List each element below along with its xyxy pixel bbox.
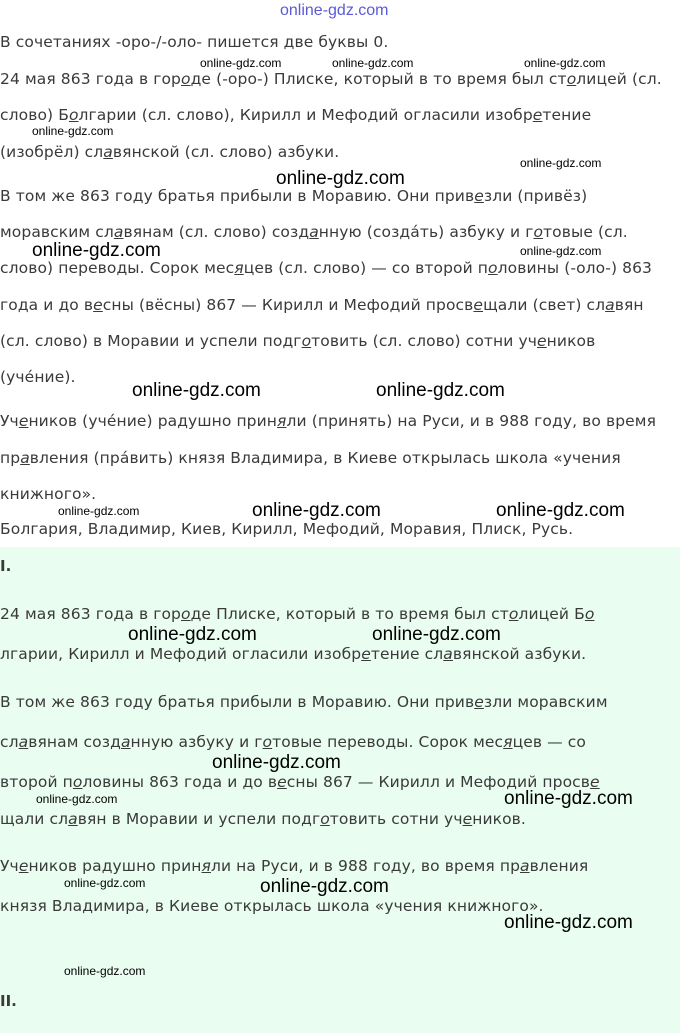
answer-line	[0, 897, 544, 915]
text-run: лгарии, Кирилл и Мефодий огласили изобр	[0, 645, 362, 663]
text-run: (изобрёл) сл	[0, 143, 104, 161]
text-run: зли (привёз)	[483, 187, 588, 205]
exercise-line	[0, 368, 76, 386]
exercise-line	[0, 70, 662, 88]
text-run: вления	[529, 857, 589, 875]
watermark: online-gdz.com	[36, 792, 118, 806]
answer-line	[0, 693, 608, 711]
watermark: online-gdz.com	[332, 56, 414, 70]
watermark: online-gdz.com	[252, 500, 381, 521]
highlighted-letter: е	[590, 773, 600, 791]
watermark: online-gdz.com	[276, 168, 405, 189]
answer-line	[0, 733, 586, 751]
highlighted-letter: я	[503, 733, 513, 751]
text-run: нную азбуку и г	[130, 733, 263, 751]
text-run: лицей Б	[518, 605, 585, 623]
highlighted-letter: о	[301, 332, 312, 350]
answer-line	[0, 645, 586, 663]
highlighted-letter: а	[520, 857, 530, 875]
text-run: товить (сл. слово) сотни уч	[311, 332, 538, 350]
highlighted-letter: а	[18, 733, 29, 751]
watermark: online-gdz.com	[520, 156, 602, 170]
text-run: князя Владимира, в Киеве открылась школа «учения книжного».	[0, 897, 544, 915]
text-run: зли моравским	[483, 693, 608, 711]
highlighted-letter: я	[234, 259, 244, 277]
highlighted-letter: а	[605, 296, 615, 314]
watermark: online-gdz.com	[64, 876, 146, 890]
watermark: online-gdz.com	[32, 240, 161, 261]
highlighted-letter: е	[277, 773, 287, 791]
highlighted-letter: о	[533, 223, 544, 241]
text-run: лгарии (сл. слово), Кирилл и Мефодий огласили изобр	[78, 106, 533, 124]
watermark: online-gdz.com	[520, 244, 602, 258]
highlighted-letter: е	[93, 296, 103, 314]
text-run: вянской азбуки.	[452, 645, 587, 663]
text-run: второй п	[0, 773, 73, 791]
text-run: вян	[614, 296, 644, 314]
highlighted-letter: е	[361, 645, 371, 663]
text-run: сл	[0, 733, 19, 751]
exercise-line	[0, 33, 388, 51]
watermark: online-gdz.com	[372, 624, 501, 645]
text-run: слово) Б	[0, 106, 69, 124]
exercise-line	[0, 143, 339, 161]
text-run: (сл. слово) в Моравии и успели подг	[0, 332, 302, 350]
text-run: вянам (сл. слово) созд	[123, 223, 310, 241]
highlighted-letter: о	[72, 773, 83, 791]
text-run: Болгария, Владимир, Киев, Кирилл, Мефодий, Моравия, Плиск, Русь.	[0, 520, 574, 538]
exercise-line	[0, 520, 573, 538]
highlighted-letter: е	[474, 693, 484, 711]
highlighted-letter: о	[508, 605, 519, 623]
text-run: ников радушно прин	[28, 857, 202, 875]
highlighted-letter: а	[103, 143, 113, 161]
text-run: слово) переводы. Сорок мес	[0, 259, 235, 277]
text-run: В том же 863 году братья прибыли в Моравию. Они прив	[0, 693, 475, 711]
highlighted-letter: о	[181, 605, 191, 623]
text-run: вян в Моравии и успели подг	[77, 810, 321, 828]
highlighted-letter: е	[532, 106, 543, 124]
text-run: тение	[542, 106, 592, 124]
watermark: online-gdz.com	[132, 380, 261, 401]
exercise-line	[0, 296, 644, 314]
text-run: де Плиске, который в то время был ст	[190, 605, 509, 623]
highlighted-letter: а	[20, 449, 30, 467]
text-run: 24 мая 863 года в гор	[0, 605, 182, 623]
text-run: В сочетаниях -оро-/-оло- пишется две буквы 0.	[0, 33, 389, 51]
text-run: Уч	[0, 857, 19, 875]
watermark: online-gdz.com	[212, 752, 341, 773]
highlighted-letter: о	[320, 810, 330, 828]
text-run: сны (вёсны) 867 — Кирилл и Мефодий просв	[102, 296, 474, 314]
text-run: ников.	[472, 810, 526, 828]
watermark: online-gdz.com	[504, 788, 633, 809]
highlighted-letter: о	[68, 106, 79, 124]
exercise-line	[0, 223, 628, 241]
highlighted-letter: е	[18, 857, 29, 875]
highlighted-letter: е	[18, 412, 29, 430]
highlighted-letter: е	[474, 187, 484, 205]
highlighted-letter: о	[262, 733, 273, 751]
highlighted-letter: а	[309, 223, 319, 241]
section-one-label: I.	[0, 557, 12, 575]
exercise-line	[0, 332, 595, 350]
highlighted-letter: е	[537, 332, 547, 350]
text-run: ли на Руси, и в 988 году, во время пр	[210, 857, 521, 875]
text-run: ников	[546, 332, 596, 350]
watermark: online-gdz.com	[260, 876, 389, 897]
text-run: книжного».	[0, 485, 97, 503]
text-run: вления (прáвить) князя Владимира, в Киеве открылась школа «учения	[29, 449, 621, 467]
text-run: ников (учéние) радушно прин	[28, 412, 278, 430]
text-run: тение сл	[370, 645, 444, 663]
watermark: online-gdz.com	[32, 124, 114, 138]
highlighted-letter: я	[201, 857, 211, 875]
highlighted-letter: а	[68, 810, 78, 828]
text-run: нную (создáть) азбуку и г	[318, 223, 534, 241]
text-run: цев (сл. слово) — со второй п	[243, 259, 489, 277]
watermark: online-gdz.com	[376, 380, 505, 401]
text-run: моравским сл	[0, 223, 114, 241]
text-run: лицей (сл.	[576, 70, 662, 88]
site-watermark-top: online-gdz.com	[280, 2, 389, 19]
exercise-line	[0, 485, 96, 503]
answer-line	[0, 810, 526, 828]
highlighted-letter: е	[473, 296, 484, 314]
text-run: ловины (-оло-) 863	[497, 259, 653, 277]
text-run: товить сотни уч	[329, 810, 463, 828]
highlighted-letter: о	[488, 259, 498, 277]
text-run: сны 867 — Кирилл и Мефодий просв	[286, 773, 591, 791]
watermark: online-gdz.com	[524, 56, 606, 70]
text-run: (учéние).	[0, 368, 76, 386]
highlighted-letter: а	[113, 223, 124, 241]
highlighted-letter: е	[462, 810, 473, 828]
watermark: online-gdz.com	[496, 500, 625, 521]
answer-line	[0, 605, 594, 623]
highlighted-letter: а	[120, 733, 131, 751]
text-run: щали (свет) сл	[483, 296, 606, 314]
text-run: цев — со	[512, 733, 586, 751]
watermark: online-gdz.com	[200, 56, 282, 70]
text-run: 24 мая 863 года в гор	[0, 70, 182, 88]
text-run: щали сл	[0, 810, 69, 828]
text-run: вянской (сл. слово) азбуки.	[112, 143, 340, 161]
text-run: де (-оро-) Плиске, который в то время был ст	[190, 70, 567, 88]
exercise-line	[0, 412, 656, 430]
text-run: Уч	[0, 412, 19, 430]
answer-line	[0, 857, 588, 875]
highlighted-letter: а	[443, 645, 453, 663]
highlighted-letter: я	[277, 412, 287, 430]
highlighted-letter: о	[181, 70, 191, 88]
watermark: online-gdz.com	[58, 504, 140, 518]
exercise-line	[0, 449, 621, 467]
section-two-label: II.	[0, 992, 17, 1010]
text-run: В том же 863 году братья прибыли в Моравию. Они прив	[0, 187, 475, 205]
text-run: вянам созд	[28, 733, 121, 751]
text-run: года и до в	[0, 296, 94, 314]
watermark: online-gdz.com	[504, 912, 633, 933]
highlighted-letter: о	[584, 605, 595, 623]
text-run: ли (принять) на Руси, и в 988 году, во время	[286, 412, 657, 430]
text-run: пр	[0, 449, 21, 467]
text-run: товые переводы. Сорок мес	[272, 733, 504, 751]
watermark: online-gdz.com	[128, 624, 257, 645]
text-run: товые (сл.	[543, 223, 628, 241]
highlighted-letter: о	[566, 70, 577, 88]
text-run: ловины 863 года и до в	[82, 773, 278, 791]
exercise-line	[0, 106, 591, 124]
watermark: online-gdz.com	[64, 964, 146, 978]
